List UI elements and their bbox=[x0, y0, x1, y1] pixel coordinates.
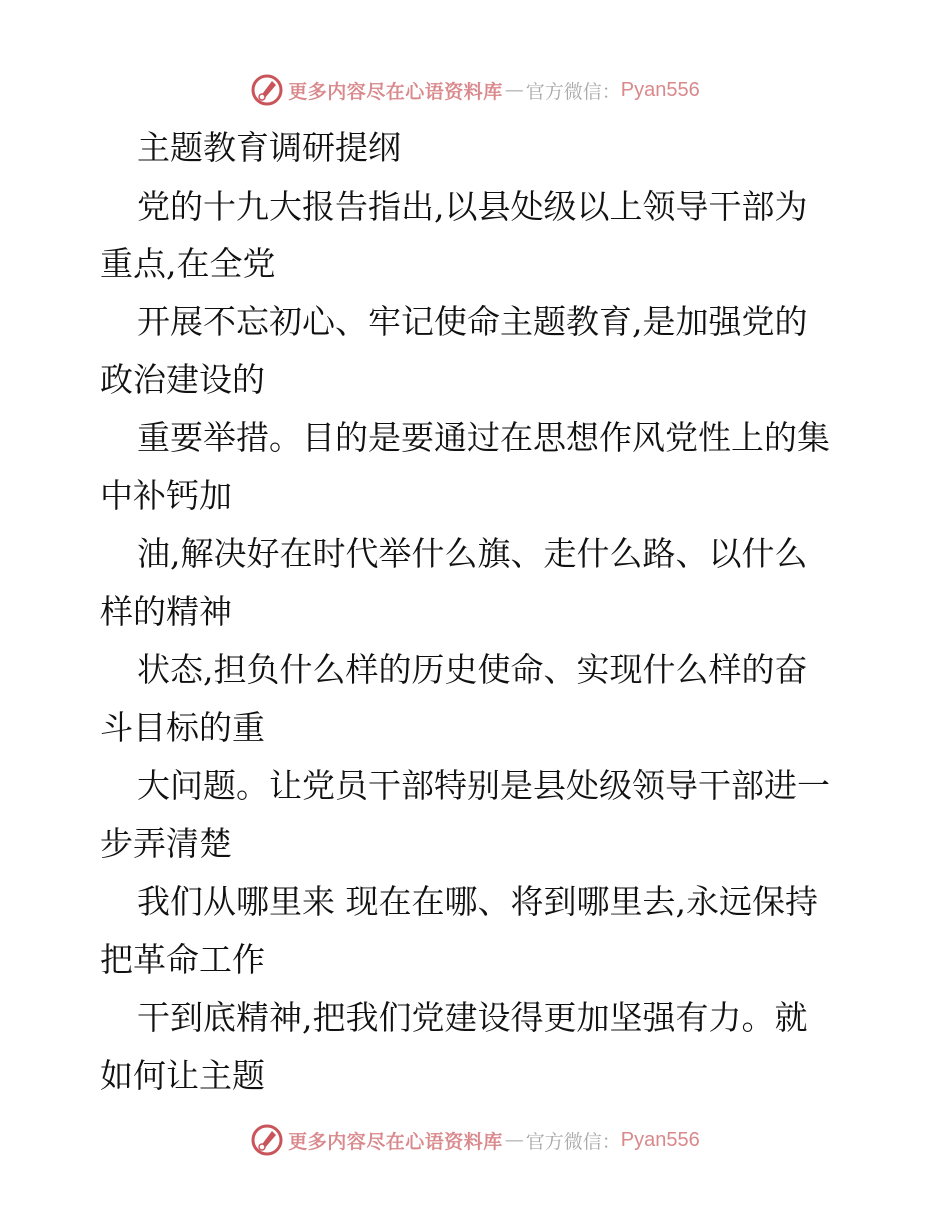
paragraph-line: 我们从哪里来 现在在哪、将到哪里去,永远保持 bbox=[137, 882, 818, 921]
paragraph-line: 斗目标的重 bbox=[100, 708, 265, 747]
footer-watermark bbox=[0, 1120, 950, 1160]
paragraph-line: 状态,担负什么样的历史使命、实现什么样的奋 bbox=[137, 650, 808, 689]
paragraph-line: 如何让主题 bbox=[100, 1056, 265, 1095]
watermark-label: 官方微信： bbox=[525, 1130, 621, 1153]
paragraph-line: 开展不忘初心、牢记使命主题教育,是加强党的 bbox=[137, 302, 808, 341]
watermark-dash: — bbox=[504, 1129, 524, 1151]
pen-nib-icon bbox=[250, 73, 284, 107]
paragraph-line: 政治建设的 bbox=[100, 360, 265, 399]
paragraph-line: 大问题。让党员干部特别是县处级领导干部进一 bbox=[137, 766, 830, 805]
header-watermark bbox=[0, 70, 950, 110]
paragraph-line: 油,解决好在时代举什么旗、走什么路、以什么 bbox=[137, 534, 808, 573]
document-title: 主题教育调研提纲 bbox=[137, 128, 401, 167]
paragraph-line: 干到底精神,把我们党建设得更加坚强有力。就 bbox=[137, 998, 808, 1037]
paragraph-line: 样的精神 bbox=[100, 592, 232, 631]
paragraph-line: 步弄清楚 bbox=[100, 824, 232, 863]
paragraph-line: 重要举措。目的是要通过在思想作风党性上的集 bbox=[137, 418, 830, 457]
paragraph-line: 中补钙加 bbox=[100, 476, 232, 515]
watermark-wechat-id: Pyan556 bbox=[620, 78, 700, 101]
watermark-text: 更多内容尽在心语资料库 bbox=[288, 1130, 503, 1153]
watermark-text: 更多内容尽在心语资料库 bbox=[288, 80, 503, 103]
paragraph-line: 党的十九大报告指出,以县处级以上领导干部为 bbox=[137, 187, 808, 226]
paragraph-line: 重点,在全党 bbox=[100, 244, 276, 283]
watermark-dash: — bbox=[504, 79, 524, 101]
paragraph-line: 把革命工作 bbox=[100, 940, 265, 979]
watermark-wechat-id: Pyan556 bbox=[620, 1128, 700, 1151]
pen-nib-icon bbox=[250, 1123, 284, 1157]
watermark-label: 官方微信： bbox=[525, 80, 621, 103]
